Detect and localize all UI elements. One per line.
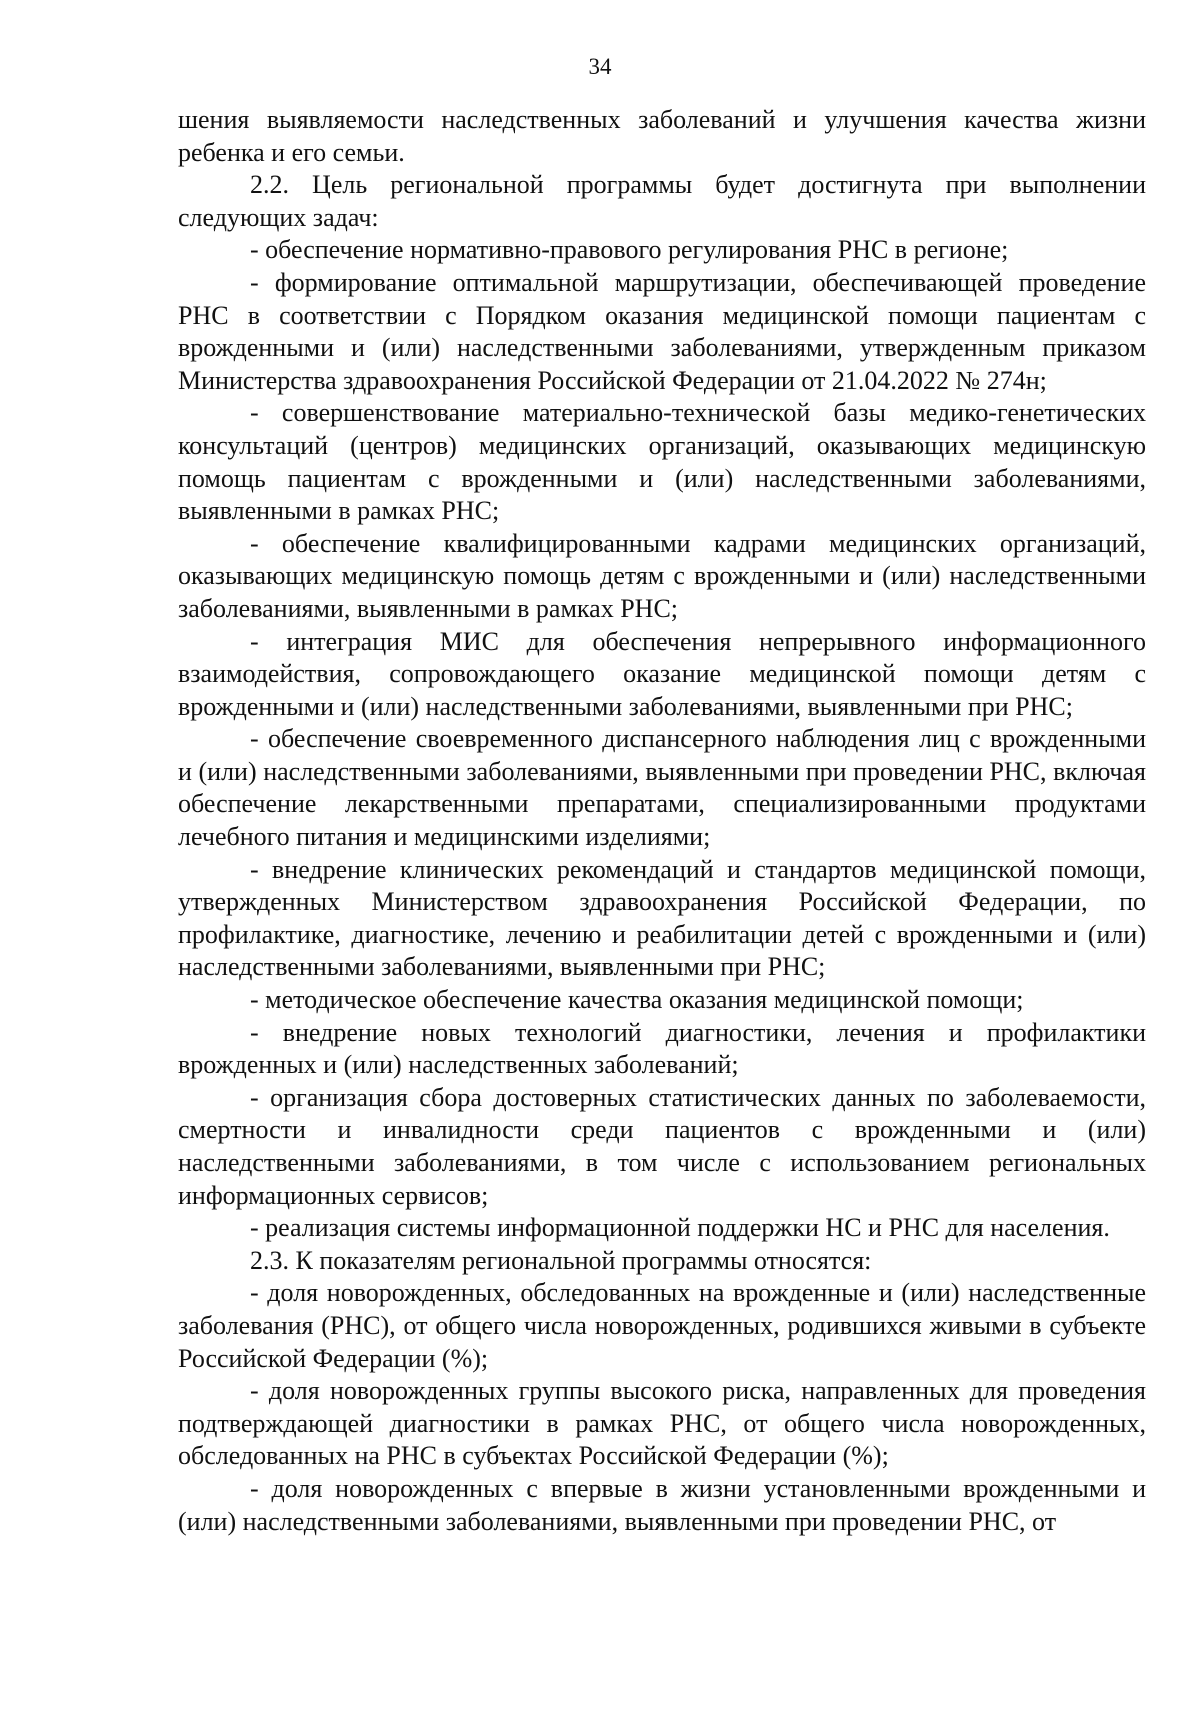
paragraph-goal-tasks: 2.2. Цель региональной программы будет достигнута при выполнении следующих задач: (178, 170, 1146, 232)
list-item: - обеспечение квалифицированными кадрами медицинских организаций, оказывающих медицинскую помощь детям с врожденными и (или) наследственными заболеваниями, выявленными в рамках РНС; (178, 528, 1146, 623)
list-item: - организация сбора достоверных статистических данных по заболеваемости, смертности и инвалидности среди пациентов с врожденными и (или) наследственными заболеваниями, в том числе с использованием региональных информационных сервисов; (178, 1082, 1146, 1210)
list-item: - интеграция МИС для обеспечения непрерывного информационного взаимодействия, сопровождающего оказание медицинской помощи детям с врожденными и (или) наследственными заболеваниями, выявленными при РНС; (178, 626, 1146, 721)
list-item: - внедрение клинических рекомендаций и стандартов медицинской помощи, утвержденных Министерством здравоохранения Российской Федерации, по профилактике, диагностике, лечению и реабилитации детей с врожденными и (или) наследственными заболеваниями, выявленными при РНС; (178, 854, 1146, 982)
list-item: - обеспечение нормативно-правового регулирования РНС в регионе; (250, 235, 1009, 265)
list-item: - реализация системы информационной поддержки НС и РНС для населения. (250, 1213, 1110, 1243)
paragraph-continuation: шения выявляемости наследственных заболеваний и улучшения качества жизни ребенка и его семьи. (178, 105, 1146, 167)
list-item: - внедрение новых технологий диагностики, лечения и профилактики врожденных и (или) наследственных заболеваний; (178, 1017, 1146, 1080)
list-item: - доля новорожденных с впервые в жизни установленными врожденными и (или) наследственными заболеваниями, выявленными при проведении РНС, от (178, 1473, 1146, 1536)
list-item: - доля новорожденных, обследованных на врожденные и (или) наследственные заболевания (РНС), от общего числа новорожденных, родившихся живыми в субъекте Российской Федерации (%); (178, 1278, 1146, 1373)
paragraph-indicators: 2.3. К показателям региональной программы относятся: (250, 1245, 872, 1275)
list-item: - формирование оптимальной маршрутизации, обеспечивающей проведение РНС в соответствии с Порядком оказания медицинской помощи пациентам с врожденными и (или) наследственными заболеваниями, утвержденным приказом Министерства здравоохранения Российской Федерации от 21.04.2022 № 274н; (178, 267, 1146, 395)
list-item: - обеспечение своевременного диспансерного наблюдения лиц с врожденными и (или) наследственными заболеваниями, выявленными при проведении РНС, включая обеспечение лекарственными препаратами, специализированными продуктами лечебного питания и медицинскими изделиями; (178, 724, 1146, 852)
list-item: - совершенствование материально-технической базы медико-генетических консультаций (центров) медицинских организаций, оказывающих медицинскую помощь пациентам с врожденными и (или) наследственными заболеваниями, выявленными в рамках РНС; (178, 398, 1146, 526)
list-item: - методическое обеспечение качества оказания медицинской помощи; (250, 985, 1024, 1015)
document-body (178, 104, 1146, 1538)
page-number: 34 (588, 54, 612, 79)
list-item: - доля новорожденных группы высокого риска, направленных для проведения подтверждающей диагностики в рамках РНС, от общего числа новорожденных, обследованных на РНС в субъектах Российской Федерации (%); (178, 1376, 1146, 1471)
